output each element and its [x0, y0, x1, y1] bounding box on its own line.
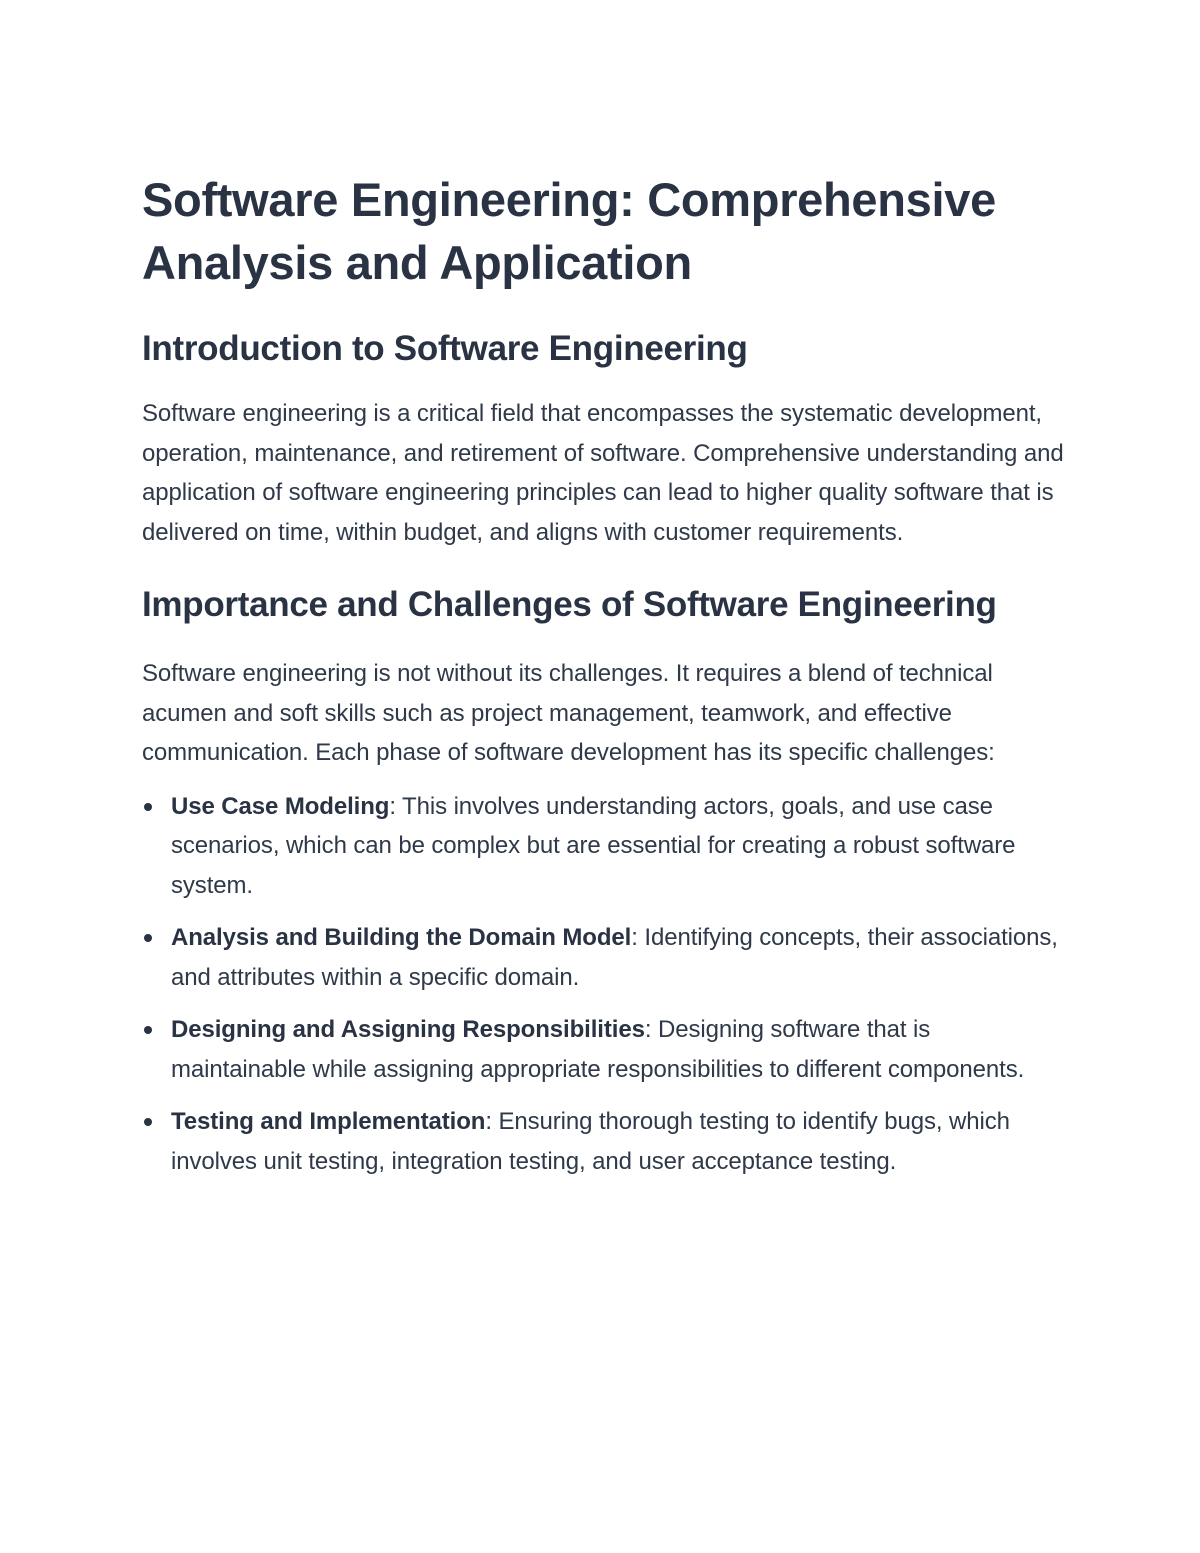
section-heading-introduction: Introduction to Software Engineering [142, 329, 748, 368]
bullet-term: Analysis and Building the Domain Model [171, 924, 632, 951]
list-item-designing-responsibilities [142, 1010, 1070, 1089]
document-title: Software Engineering: Comprehensive Analysis and Application [142, 173, 996, 289]
bullet-text: : This involves understanding actors, goals, and use case scenarios, which can be complex but are essential for creating a robust software system. [171, 792, 1016, 899]
bullet-term: Testing and Implementation [171, 1108, 486, 1135]
list-item-use-case-modeling [142, 787, 1070, 906]
bullet-icon [144, 1026, 152, 1034]
section-heading-importance-challenges: Importance and Challenges of Software Engineering [142, 585, 997, 624]
bullet-text: : Designing software that is maintainable while assigning appropriate responsibilities to different components. [171, 1016, 1025, 1083]
bullet-term: Use Case Modeling [171, 792, 390, 820]
introduction-paragraph: Software engineering is a critical field that encompasses the systematic development, operation, maintenance, and retirement of software. Comprehensive understanding and application of software engineering principles can lead to higher quality software that is delivered on time, within budget, and aligns with customer requirements. [142, 400, 1064, 546]
challenges-list [142, 787, 1070, 1182]
list-item-testing-implementation [142, 1102, 1070, 1181]
bullet-icon [144, 934, 152, 942]
bullet-icon [144, 1118, 152, 1126]
list-item-domain-model [142, 918, 1070, 997]
bullet-icon [144, 803, 152, 811]
importance-paragraph: Software engineering is not without its challenges. It requires a blend of technical acumen and soft skills such as project management, teamwork, and effective communication. Each phase of software development has its specific challenges: [142, 660, 995, 766]
bullet-term: Designing and Assigning Responsibilities [171, 1016, 645, 1043]
bullet-text: : Ensuring thorough testing to identify bugs, which involves unit testing, integration testing, and user acceptance testing. [171, 1108, 1010, 1175]
bullet-text: : Identifying concepts, their associations, and attributes within a specific domain. [171, 924, 1058, 991]
